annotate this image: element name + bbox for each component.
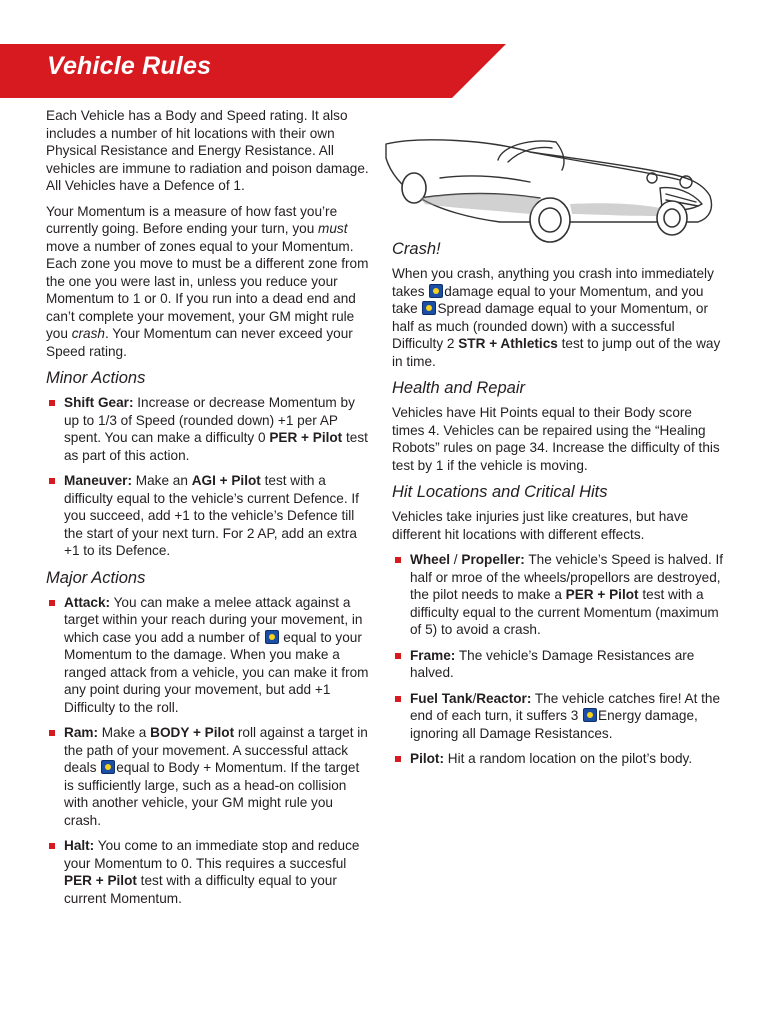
- momentum-text: Your Momentum is a measure of how fast you’re currently going. Before ending your turn, you: [46, 203, 338, 236]
- list-item-wheel: [392, 551, 726, 639]
- hit-locations-list: [392, 551, 726, 768]
- item-text: Energy damage, ignoring all Damage Resistances.: [410, 708, 698, 741]
- item-text: You come to an immediate stop and reduce your Momentum to 0. This requires a succesful: [64, 838, 360, 871]
- car-illustration: [380, 118, 720, 248]
- item-text: Make a: [98, 725, 151, 740]
- square-bullet-icon: [49, 843, 55, 849]
- item-text: Hit a random location on the pilot’s body.: [443, 751, 693, 766]
- health-paragraph: Vehicles have Hit Points equal to their Body score times 4. Vehicles can be repaired using the “Healing Robots” rules on page 34. Increase the difficulty of this test by 1 if the vehicle is moving.: [392, 405, 720, 473]
- combat-dice-icon: [101, 760, 115, 774]
- minor-actions-heading: Minor Actions: [46, 369, 146, 387]
- page-title: Vehicle Rules: [47, 52, 212, 80]
- square-bullet-icon: [395, 653, 401, 659]
- momentum-paragraph: [46, 203, 372, 361]
- list-item-shift-gear: [46, 394, 372, 464]
- item-text: You can make a melee attack against a target within your reach during your movement, in which case you add a number of: [64, 594, 363, 645]
- item-text: equal to your Momentum to the damage. When you make a ranged attack from a vehicle, you can make it from any point during your movement, but add +1 Difficulty to the roll.: [64, 629, 369, 715]
- momentum-emphasis-crash: crash: [71, 326, 105, 341]
- item-text: Increase or decrease Momentum by up to 1/3 of Speed (rounded down) +1 per AP spent. You can make a difficulty 0: [64, 395, 355, 445]
- square-bullet-icon: [49, 478, 55, 484]
- combat-dice-icon: [265, 630, 279, 644]
- crash-heading: Crash!: [392, 240, 441, 258]
- minor-actions-list: [46, 394, 372, 560]
- item-text: The vehicle’s Speed is halved. If half or mroe of the wheels/propellors are destroyed, the pilot needs to make a: [410, 552, 724, 602]
- list-item-pilot: [392, 750, 726, 768]
- combat-dice-icon: [429, 284, 443, 298]
- crash-text: Spread damage equal to your Momentum, or half as much (rounded down) with a successful Difficulty 2: [392, 301, 708, 351]
- right-column: [392, 237, 726, 776]
- combat-dice-icon: [422, 301, 436, 315]
- item-text: equal to Body + Momentum. If the target is sufficiently large, such as a head-on collision with another vehicle, your GM might rule you crash.: [64, 760, 360, 828]
- item-text: test as part of this action.: [64, 430, 368, 463]
- list-item-halt: [46, 837, 372, 907]
- combat-dice-icon: [583, 708, 597, 722]
- left-column: [46, 107, 372, 915]
- list-item-fuel-tank: [392, 690, 726, 743]
- crash-text: When you crash, anything you crash into immediately takes: [392, 266, 714, 299]
- momentum-text: move a number of zones equal to your Momentum. Each zone you move to must be a different zone from the one you were last in, unless you reduce your Momentum to 1 or 0. If you run into a dead end and can’t complete your movement, your GM might rule you: [46, 238, 369, 341]
- crash-text: damage equal to your Momentum, and you take: [392, 283, 704, 316]
- item-text: The vehicle’s Damage Resistances are halved.: [410, 647, 695, 680]
- list-item-frame: [392, 647, 726, 682]
- item-label: Pilot:: [410, 751, 444, 766]
- item-separator: /: [450, 552, 462, 567]
- list-item-ram: [46, 724, 372, 829]
- item-test: AGI + Pilot: [191, 473, 261, 488]
- square-bullet-icon: [49, 730, 55, 736]
- item-label: Frame:: [410, 647, 456, 663]
- major-actions-list: [46, 594, 372, 908]
- item-test: BODY + Pilot: [150, 725, 235, 740]
- item-label: Ram:: [64, 725, 98, 740]
- item-label: Halt:: [64, 838, 95, 853]
- square-bullet-icon: [49, 600, 55, 606]
- item-text: The vehicle catches fire! At the end of each turn, it suffers 3: [410, 690, 721, 723]
- item-label: Fuel Tank: [410, 690, 473, 706]
- item-label: Shift Gear:: [64, 395, 134, 410]
- square-bullet-icon: [395, 696, 401, 702]
- item-text: test with a difficulty equal to the vehicle’s current Defence. If you succeed, add +1 to the vehicle’s Defence till the start of your next turn. For 2 AP, add an extra +1 to its Defence.: [64, 473, 359, 558]
- crash-text: test to jump out of the way in time.: [392, 336, 721, 369]
- hit-locations-intro: Vehicles take injuries just like creatures, but have different hit locations with different effects.: [392, 509, 689, 542]
- item-test: PER + Pilot: [269, 430, 343, 445]
- health-heading: Health and Repair: [392, 379, 525, 397]
- crash-paragraph: [392, 265, 726, 370]
- major-actions-heading: Major Actions: [46, 568, 146, 587]
- momentum-emphasis-must: must: [318, 221, 348, 236]
- item-label: Maneuver:: [64, 473, 132, 488]
- item-text: roll against a target in the path of your movement. A successful attack deals: [64, 725, 368, 775]
- item-separator: /: [472, 690, 477, 706]
- item-label: Attack:: [64, 594, 111, 610]
- square-bullet-icon: [395, 557, 401, 563]
- intro-paragraph: Each Vehicle has a Body and Speed rating. It also includes a number of hit locations with their own Physical Resistance and Energy Resistance. All vehicles are immune to radiation and poison damage. All Vehicles have a Defence of 1.: [46, 108, 369, 193]
- item-test: PER + Pilot: [64, 873, 137, 888]
- item-label: Reactor:: [476, 690, 532, 706]
- list-item-attack: [46, 594, 372, 717]
- item-label: Wheel: [410, 552, 451, 567]
- square-bullet-icon: [395, 756, 401, 762]
- crash-test: STR + Athletics: [458, 336, 558, 351]
- hit-locations-heading: Hit Locations and Critical Hits: [392, 483, 608, 501]
- list-item-maneuver: [46, 472, 372, 560]
- item-text: test with a difficulty equal to the current Momentum (maximum of 5) to avoid a crash.: [410, 587, 719, 637]
- momentum-text: . Your Momentum can never exceed your Speed rating.: [46, 326, 353, 359]
- item-label: Propeller:: [461, 552, 525, 567]
- item-test: PER + Pilot: [565, 587, 639, 602]
- item-text: Make an: [132, 473, 192, 488]
- square-bullet-icon: [49, 400, 55, 406]
- item-text: test with a difficulty equal to your current Momentum.: [64, 873, 337, 906]
